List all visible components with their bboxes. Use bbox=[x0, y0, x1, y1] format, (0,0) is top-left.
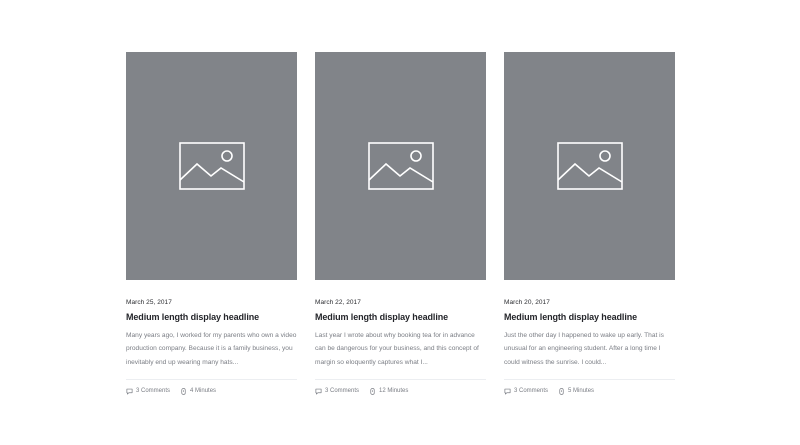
comments-count[interactable] bbox=[315, 387, 359, 396]
comments-count[interactable] bbox=[504, 387, 548, 396]
post-headline[interactable]: Medium length display headline bbox=[504, 312, 638, 322]
timer-icon bbox=[558, 388, 565, 395]
card-image-placeholder[interactable] bbox=[126, 52, 297, 280]
post-date: March 25, 2017 bbox=[126, 299, 172, 306]
card-divider bbox=[126, 379, 297, 380]
card-divider bbox=[504, 379, 675, 380]
post-meta bbox=[504, 387, 675, 396]
card-image-placeholder[interactable] bbox=[315, 52, 486, 280]
comments-count[interactable] bbox=[126, 387, 170, 396]
post-excerpt: Last year I wrote about why booking tea for in advance can be dangerous for your business, and this concept of margin so eloquently captures what I... bbox=[315, 332, 479, 366]
comment-icon bbox=[315, 388, 322, 395]
post-excerpt: Just the other day I happened to wake up early. That is unusual for an engineering student. After a long time I could witness the sunrise. I could... bbox=[504, 332, 664, 366]
image-placeholder-icon bbox=[557, 142, 623, 190]
timer-icon bbox=[369, 388, 376, 395]
blog-card-grid bbox=[126, 52, 675, 396]
read-time bbox=[180, 387, 216, 396]
post-date: March 20, 2017 bbox=[504, 299, 550, 306]
comments-label: 3 Comments bbox=[514, 388, 549, 394]
post-meta bbox=[315, 387, 486, 396]
image-placeholder-icon bbox=[179, 142, 245, 190]
read-time bbox=[369, 387, 408, 396]
timer-icon bbox=[180, 388, 187, 395]
read-time-label: 12 Minutes bbox=[379, 388, 409, 394]
card-image-placeholder[interactable] bbox=[504, 52, 675, 280]
post-date: March 22, 2017 bbox=[315, 299, 361, 306]
card-divider bbox=[315, 379, 486, 380]
read-time-label: 4 Minutes bbox=[190, 388, 217, 394]
post-meta bbox=[126, 387, 297, 396]
post-headline[interactable]: Medium length display headline bbox=[126, 312, 260, 322]
comments-label: 3 Comments bbox=[136, 388, 171, 394]
post-excerpt: Many years ago, I worked for my parents who own a video production company. Because it is a family business, you inevitably end up wearing many hats... bbox=[126, 332, 297, 366]
blog-card[interactable] bbox=[126, 52, 297, 396]
post-headline[interactable]: Medium length display headline bbox=[315, 312, 449, 322]
comment-icon bbox=[126, 388, 133, 395]
comment-icon bbox=[504, 388, 511, 395]
read-time-label: 5 Minutes bbox=[568, 388, 595, 394]
comments-label: 3 Comments bbox=[325, 388, 360, 394]
blog-card[interactable] bbox=[315, 52, 486, 396]
blog-card[interactable] bbox=[504, 52, 675, 396]
read-time bbox=[558, 387, 594, 396]
image-placeholder-icon bbox=[368, 142, 434, 190]
